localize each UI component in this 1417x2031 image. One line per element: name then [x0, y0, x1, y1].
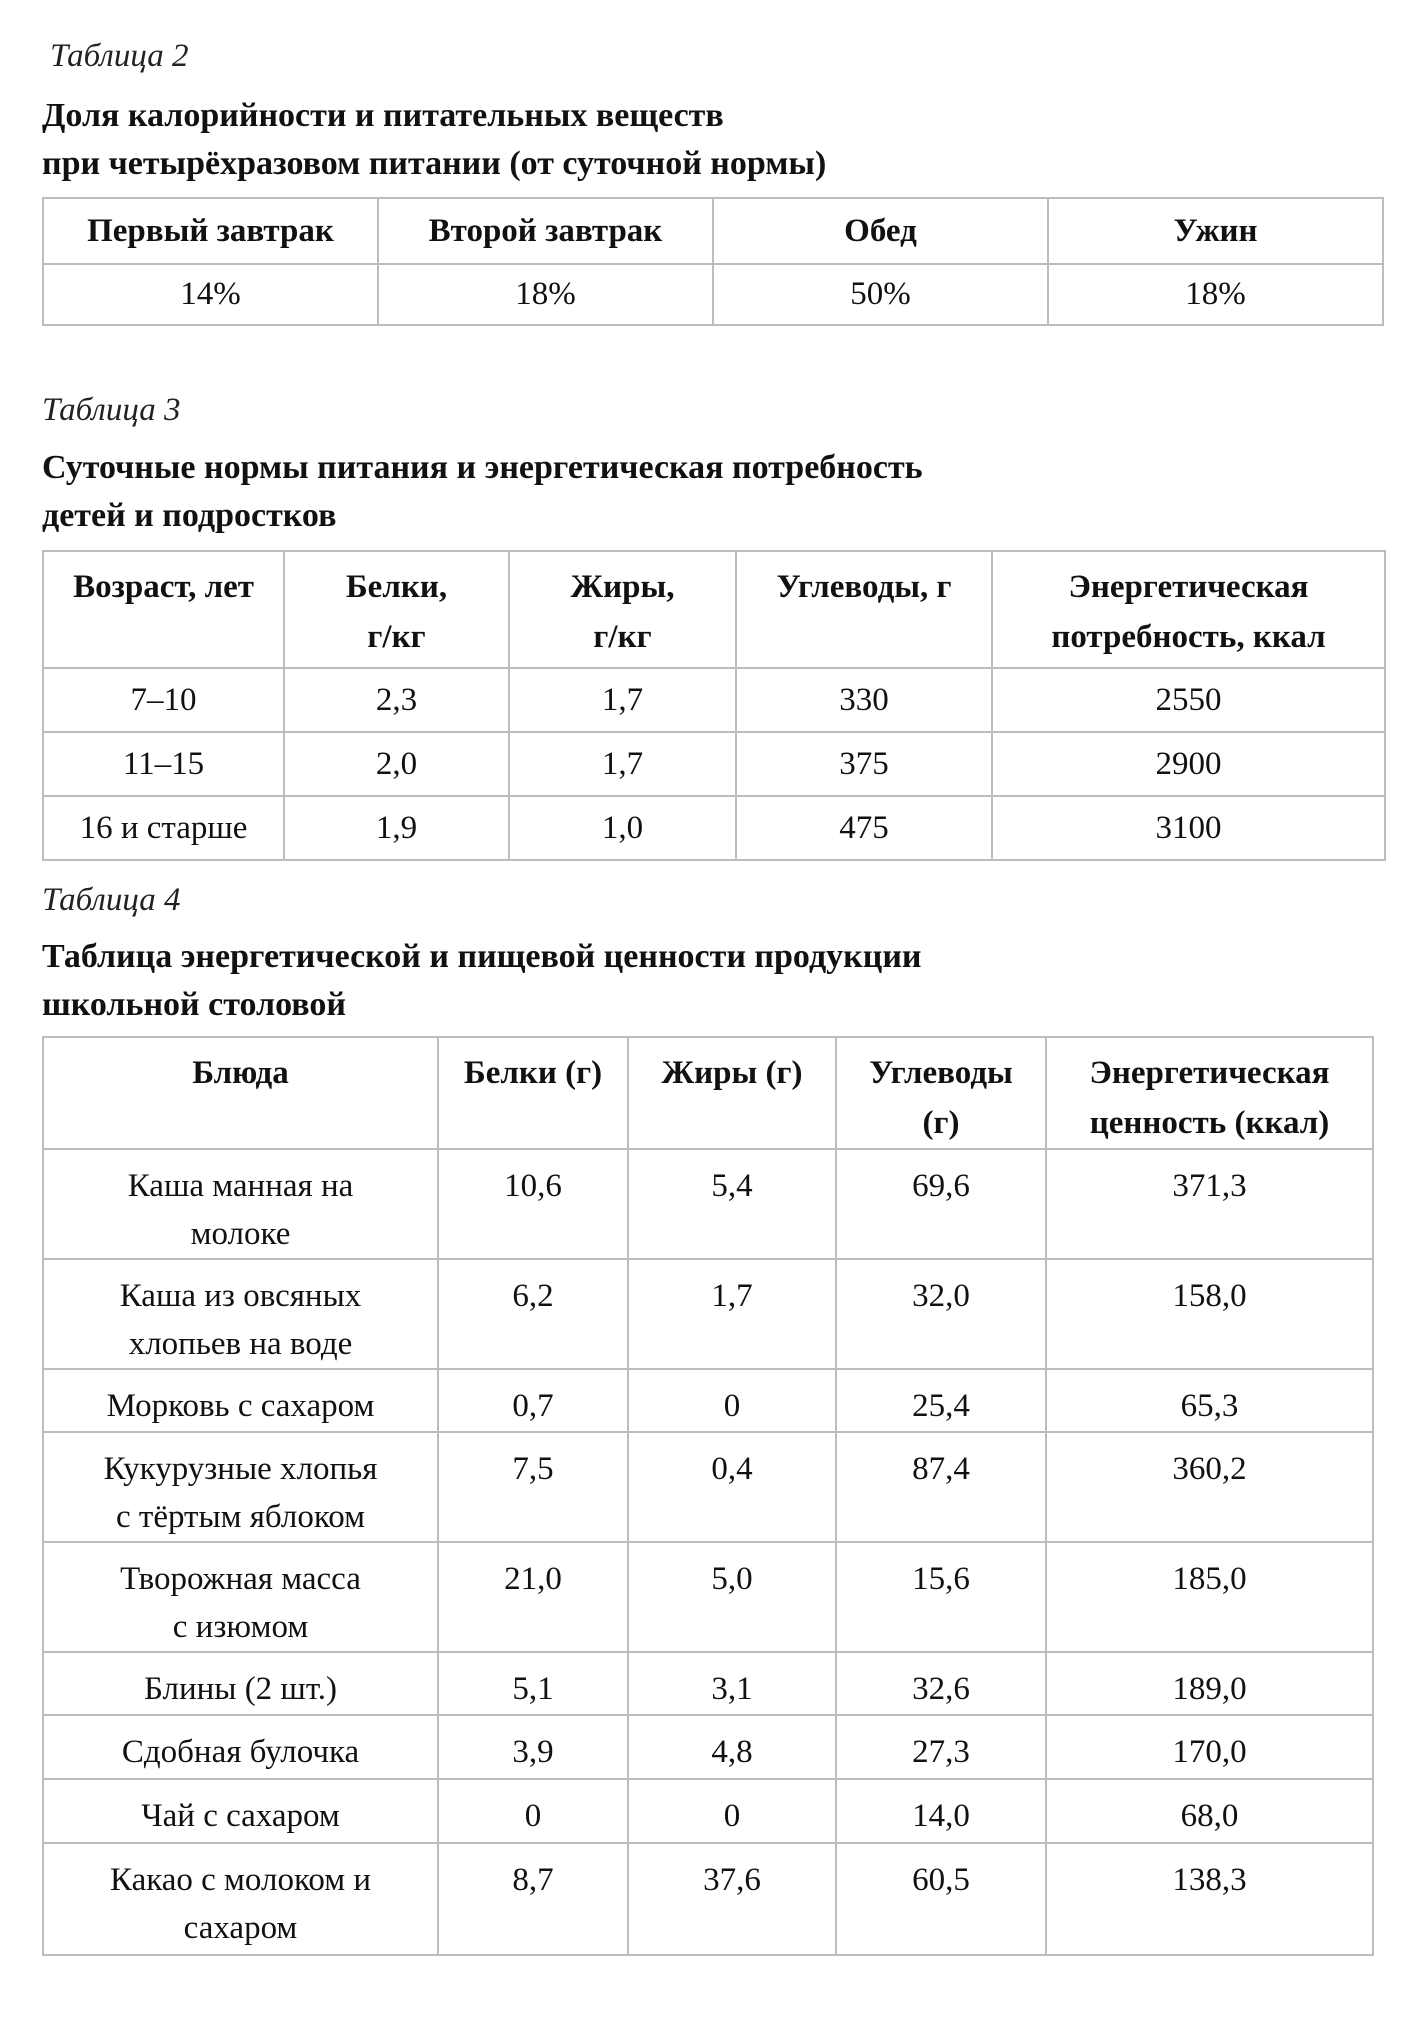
table4-protein-cell: 3,9	[438, 1715, 628, 1779]
table2-title	[42, 92, 826, 188]
table4-row	[43, 1779, 1373, 1843]
table4-energy-cell: 68,0	[1046, 1779, 1373, 1843]
table4-energy-cell: 189,0	[1046, 1652, 1373, 1715]
table4-carbs-cell: 87,4	[836, 1432, 1046, 1542]
table4-protein-cell: 10,6	[438, 1149, 628, 1259]
table4-dish-cell	[43, 1259, 438, 1369]
table3-header-line1: Энергетическая	[1068, 569, 1309, 605]
table4-header-line1: Углеводы	[869, 1055, 1013, 1091]
table2-cell: 14%	[43, 264, 378, 325]
table4-carbs-cell: 60,5	[836, 1843, 1046, 1955]
table4-fat-cell: 0	[628, 1779, 836, 1843]
dish-name-line2: хлопьев на воде	[128, 1326, 353, 1362]
table2-cell: 18%	[1048, 264, 1383, 325]
table2-cell: 50%	[713, 264, 1048, 325]
table2-header-cell: Ужин	[1048, 198, 1383, 264]
table4-fat-cell: 37,6	[628, 1843, 836, 1955]
table4-row	[43, 1843, 1373, 1955]
table2-header-cell: Обед	[713, 198, 1048, 264]
table4-header-cell	[43, 1037, 438, 1149]
table3-caption: Таблица 3	[42, 392, 181, 428]
table2-header-cell: Первый завтрак	[43, 198, 378, 264]
table3-header-row	[43, 551, 1385, 668]
table4-protein-cell: 7,5	[438, 1432, 628, 1542]
table3-header-line1: Жиры,	[570, 569, 675, 605]
table2-header-row	[43, 198, 1383, 264]
table4-protein-cell: 6,2	[438, 1259, 628, 1369]
dish-name-line1: Кукурузные хлопья	[103, 1451, 378, 1487]
table2-header-cell: Второй завтрак	[378, 198, 713, 264]
dish-name-line1: Чай с сахаром	[141, 1798, 340, 1834]
table3-header-line2: г/кг	[593, 619, 652, 655]
table3-title-line1: Суточные нормы питания и энергетическая потребность	[42, 449, 923, 486]
table4-header-row	[43, 1037, 1373, 1149]
table3-cell: 2,0	[284, 732, 509, 796]
table4-energy-cell: 65,3	[1046, 1369, 1373, 1432]
table2-caption: Таблица 2	[50, 38, 189, 74]
table4-row	[43, 1432, 1373, 1542]
table3-row	[43, 732, 1385, 796]
dish-name-line1: Морковь с сахаром	[106, 1388, 375, 1424]
dish-name-line1: Творожная масса	[120, 1561, 361, 1597]
dish-name-line1: Блины (2 шт.)	[143, 1671, 338, 1707]
table4-title	[42, 933, 922, 1029]
table3-header-cell	[284, 551, 509, 668]
table4-energy-cell: 158,0	[1046, 1259, 1373, 1369]
table3-header-cell	[509, 551, 736, 668]
table2-cell: 18%	[378, 264, 713, 325]
table4-dish-cell	[43, 1715, 438, 1779]
table3-header-line1: Белки,	[345, 569, 448, 605]
dish-name-line1: Каша манная на	[127, 1168, 354, 1204]
dish-name-line1: Сдобная булочка	[121, 1734, 360, 1770]
table2-title-line1: Доля калорийности и питательных веществ	[42, 97, 724, 134]
table3-cell: 3100	[992, 796, 1385, 860]
table4-caption: Таблица 4	[42, 882, 181, 918]
table4-dish-cell	[43, 1149, 438, 1259]
dish-name-line2: с тёртым яблоком	[116, 1499, 365, 1535]
table4-carbs-cell: 32,6	[836, 1652, 1046, 1715]
table4-header-line1: Блюда	[192, 1055, 289, 1091]
table3-cell: 1,9	[284, 796, 509, 860]
table3-header-line2: г/кг	[367, 619, 426, 655]
table3-header-cell	[736, 551, 992, 668]
table4	[42, 1036, 1374, 1956]
table4-fat-cell: 5,4	[628, 1149, 836, 1259]
table4-carbs-cell: 14,0	[836, 1779, 1046, 1843]
table4-header-line1: Белки (г)	[463, 1055, 603, 1091]
table2-title-line2: при четырёхразовом питании (от суточной нормы)	[42, 145, 827, 182]
table4-fat-cell: 1,7	[628, 1259, 836, 1369]
table2-row	[43, 264, 1383, 325]
table3-cell: 475	[736, 796, 992, 860]
table4-dish-cell	[43, 1542, 438, 1652]
table3-cell: 1,7	[509, 732, 736, 796]
table4-header-cell	[1046, 1037, 1373, 1149]
table4-protein-cell: 21,0	[438, 1542, 628, 1652]
table3-header-cell	[992, 551, 1385, 668]
table3-cell: 2550	[992, 668, 1385, 732]
table3-header-line1: Возраст, лет	[73, 569, 254, 605]
table4-title-line1: Таблица энергетической и пищевой ценности продукции	[42, 938, 922, 975]
table4-row	[43, 1369, 1373, 1432]
table4-carbs-cell: 15,6	[836, 1542, 1046, 1652]
table4-row	[43, 1652, 1373, 1715]
table4-row	[43, 1715, 1373, 1779]
table4-carbs-cell: 69,6	[836, 1149, 1046, 1259]
table3-header-line2: потребность, ккал	[1051, 619, 1326, 655]
table3-row	[43, 796, 1385, 860]
dish-name-line2: сахаром	[183, 1910, 298, 1946]
table4-carbs-cell: 25,4	[836, 1369, 1046, 1432]
table3-cell: 7–10	[43, 668, 284, 732]
table4-energy-cell: 185,0	[1046, 1542, 1373, 1652]
table4-header-line2: ценность (ккал)	[1089, 1105, 1330, 1141]
table3-header-line1: Углеводы, г	[776, 569, 952, 605]
table3-cell: 375	[736, 732, 992, 796]
table4-header-cell	[628, 1037, 836, 1149]
table4-fat-cell: 3,1	[628, 1652, 836, 1715]
table3-cell: 330	[736, 668, 992, 732]
table4-header-line1: Энергетическая	[1089, 1055, 1330, 1091]
table4-protein-cell: 8,7	[438, 1843, 628, 1955]
table4-protein-cell: 0	[438, 1779, 628, 1843]
dish-name-line2: молоке	[190, 1216, 291, 1252]
table3-cell: 11–15	[43, 732, 284, 796]
table4-dish-cell	[43, 1779, 438, 1843]
table3-cell: 1,7	[509, 668, 736, 732]
dish-name-line1: Какао с молоком и	[110, 1862, 371, 1898]
table4-energy-cell: 170,0	[1046, 1715, 1373, 1779]
table3	[42, 550, 1386, 861]
table4-fat-cell: 0,4	[628, 1432, 836, 1542]
table4-energy-cell: 360,2	[1046, 1432, 1373, 1542]
table4-dish-cell	[43, 1652, 438, 1715]
table4-protein-cell: 5,1	[438, 1652, 628, 1715]
table4-carbs-cell: 32,0	[836, 1259, 1046, 1369]
table4-header-cell	[438, 1037, 628, 1149]
table4-fat-cell: 5,0	[628, 1542, 836, 1652]
table4-protein-cell: 0,7	[438, 1369, 628, 1432]
table4-header-cell	[836, 1037, 1046, 1149]
table3-header-cell	[43, 551, 284, 668]
table4-dish-cell	[43, 1432, 438, 1542]
table3-row	[43, 668, 1385, 732]
table4-fat-cell: 4,8	[628, 1715, 836, 1779]
table3-title-line2: детей и подростков	[42, 497, 337, 534]
table3-cell: 2900	[992, 732, 1385, 796]
table2	[42, 197, 1384, 326]
dish-name-line1: Каша из овсяных	[119, 1278, 362, 1314]
table3-title	[42, 444, 923, 540]
table4-fat-cell: 0	[628, 1369, 836, 1432]
table3-cell: 2,3	[284, 668, 509, 732]
table4-row	[43, 1259, 1373, 1369]
table3-cell: 16 и старше	[43, 796, 284, 860]
table4-energy-cell: 138,3	[1046, 1843, 1373, 1955]
table3-cell: 1,0	[509, 796, 736, 860]
table4-row	[43, 1149, 1373, 1259]
table4-header-line2: (г)	[922, 1105, 960, 1141]
table4-dish-cell	[43, 1369, 438, 1432]
table4-dish-cell	[43, 1843, 438, 1955]
table4-row	[43, 1542, 1373, 1652]
table4-carbs-cell: 27,3	[836, 1715, 1046, 1779]
table4-energy-cell: 371,3	[1046, 1149, 1373, 1259]
dish-name-line2: с изюмом	[172, 1609, 309, 1645]
table4-header-line1: Жиры (г)	[661, 1055, 803, 1091]
table4-title-line2: школьной столовой	[42, 986, 346, 1023]
